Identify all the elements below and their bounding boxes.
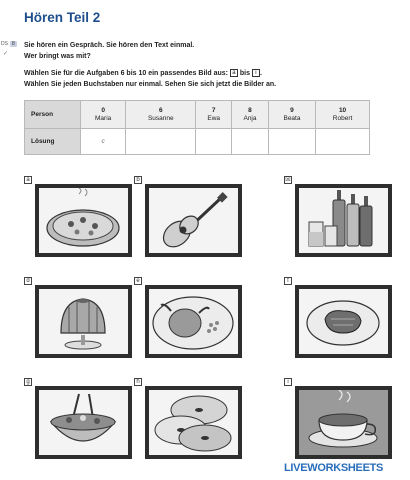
picture-card-e [134, 277, 242, 358]
picture-card-h [134, 378, 242, 459]
track-prefix: DS [1, 41, 8, 47]
picture-frame [35, 184, 132, 257]
range-word: bis [239, 70, 250, 77]
answer-table [24, 100, 370, 155]
answer-row [25, 129, 370, 155]
salad-icon [39, 390, 128, 455]
picture-frame [295, 386, 392, 459]
person-name: Maria [95, 114, 112, 122]
answer-cell-7[interactable] [196, 129, 232, 155]
answer-example: c [81, 129, 126, 155]
picture-letter: g [24, 378, 32, 386]
liveworksheets-logo[interactable]: LIVEWORKSHEETS [284, 462, 384, 474]
picture-card-b [134, 176, 242, 257]
person-header: Person [25, 101, 81, 129]
answer-cell-6[interactable] [126, 129, 196, 155]
chicken-icon [149, 289, 238, 354]
picture-card-i [284, 378, 392, 459]
item-number: 10 [338, 106, 347, 114]
picture-card-g [24, 378, 132, 459]
picture-frame [145, 285, 242, 358]
picture-frame [145, 386, 242, 459]
item-number: 0 [101, 106, 105, 114]
picture-letter: a [24, 176, 32, 184]
picture-frame [295, 184, 392, 257]
person-cell [81, 101, 126, 129]
picture-card-f [284, 277, 392, 358]
person-name: Susanne [147, 114, 174, 122]
person-cell [196, 101, 232, 129]
person-name: Beata [283, 114, 301, 122]
audio-track-label [1, 41, 17, 47]
range-to-box: i [252, 69, 260, 77]
item-number: 8 [248, 106, 252, 114]
range-end: . [259, 70, 262, 77]
answer-cell-10[interactable] [316, 129, 370, 155]
picture-frame [295, 285, 392, 358]
picture-letter: b [134, 176, 142, 184]
picture-letter: e [134, 277, 142, 285]
pizza-icon [39, 188, 128, 253]
picture-letter: i [284, 378, 292, 386]
picture-letter: f [284, 277, 292, 285]
steak-icon [299, 289, 388, 354]
item-number: 6 [158, 106, 163, 114]
picture-letter: ☒ [285, 177, 291, 183]
cake-icon [39, 289, 128, 354]
picture-frame [35, 285, 132, 358]
instruction-line-4: Wählen Sie jeden Buchstaben nur einmal. Sehen Sie sich jetzt die Bilder an. [24, 81, 277, 88]
picture-card-a [24, 176, 132, 257]
guitar-icon [149, 188, 238, 253]
bottles-icon [299, 188, 388, 253]
picture-frame [145, 184, 242, 257]
instruction-line-3 [24, 68, 262, 79]
soup-icon [299, 390, 388, 455]
answer-cell-8[interactable] [232, 129, 269, 155]
person-row [25, 101, 370, 129]
person-name: Ewa [207, 114, 221, 122]
person-name: Robert [332, 114, 353, 122]
picture-letter: h [134, 378, 142, 386]
person-cell [316, 101, 370, 129]
answer-header: Lösung [25, 129, 81, 155]
person-cell [126, 101, 196, 129]
track-number: 8 [11, 41, 15, 47]
check-icon: ✓ [3, 51, 9, 57]
answer-cell-9[interactable] [268, 129, 315, 155]
picture-letter: d [24, 277, 32, 285]
picture-card-d [24, 277, 132, 358]
instruction-line-2: Wer bringt was mit? [24, 53, 91, 60]
range-from-box: a [230, 69, 238, 77]
item-number: 7 [211, 106, 216, 114]
cd-icon [149, 390, 238, 455]
page-title: Hören Teil 2 [24, 10, 101, 25]
picture-card-c [284, 176, 392, 257]
person-cell [232, 101, 269, 129]
item-number: 9 [290, 106, 294, 114]
person-cell [268, 101, 315, 129]
instruction-line-3-text: Wählen Sie für die Aufgaben 6 bis 10 ein passendes Bild aus: [24, 70, 228, 77]
person-name: Anja [243, 114, 257, 122]
picture-frame [35, 386, 132, 459]
instruction-line-1: Sie hören ein Gespräch. Sie hören den Text einmal. [24, 42, 195, 49]
